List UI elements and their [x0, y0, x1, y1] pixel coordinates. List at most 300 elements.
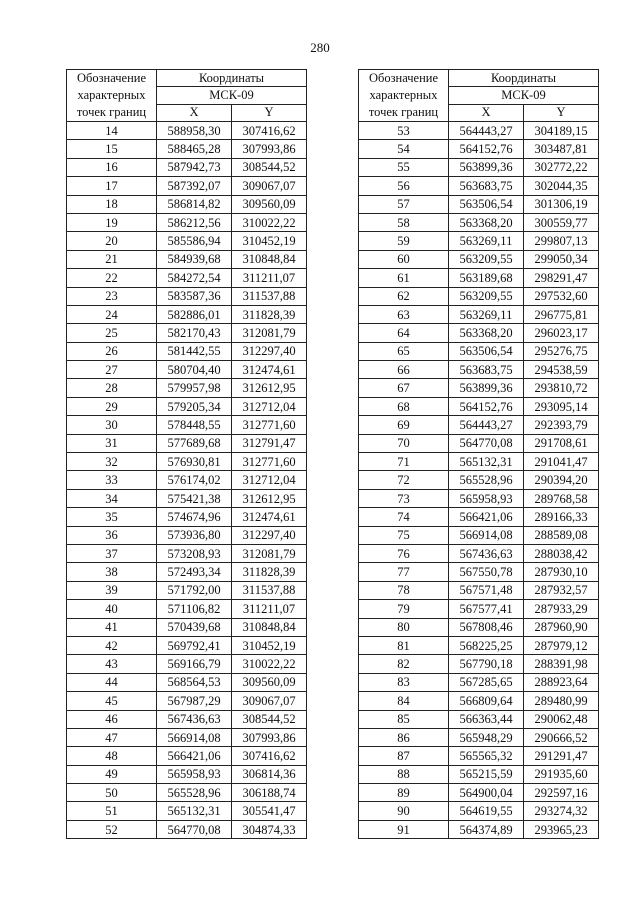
table-row — [359, 122, 599, 140]
y-coordinate-cell: 290062,48 — [524, 710, 599, 728]
y-coordinate-cell: 293965,23 — [524, 820, 599, 838]
x-coordinate-cell: 568225,25 — [449, 636, 524, 654]
x-coordinate-cell: 565528,96 — [449, 471, 524, 489]
point-number-cell: 54 — [359, 140, 449, 158]
table-row — [67, 692, 307, 710]
table-row — [359, 213, 599, 231]
point-number-cell: 75 — [359, 526, 449, 544]
point-number-cell: 81 — [359, 636, 449, 654]
y-coordinate-cell: 308544,52 — [232, 710, 307, 728]
point-number-cell: 18 — [67, 195, 157, 213]
point-number-cell: 52 — [67, 820, 157, 838]
x-coordinate-cell: 564443,27 — [449, 416, 524, 434]
x-coordinate-cell: 563269,11 — [449, 232, 524, 250]
x-coordinate-cell: 566914,08 — [449, 526, 524, 544]
x-coordinate-cell: 565948,29 — [449, 728, 524, 746]
table-row — [359, 747, 599, 765]
x-coordinate-cell: 582886,01 — [157, 305, 232, 323]
table-row — [359, 416, 599, 434]
table-row — [359, 784, 599, 802]
x-coordinate-cell: 571106,82 — [157, 600, 232, 618]
table-row — [359, 673, 599, 691]
table-row — [359, 471, 599, 489]
table-row — [359, 581, 599, 599]
table-row — [359, 526, 599, 544]
y-coordinate-cell: 293095,14 — [524, 397, 599, 415]
x-coordinate-cell: 579205,34 — [157, 397, 232, 415]
table-row — [359, 489, 599, 507]
header-coordinates-line-2: МСК-09 — [157, 87, 307, 104]
y-coordinate-cell: 302772,22 — [524, 158, 599, 176]
point-number-cell: 72 — [359, 471, 449, 489]
table-row — [359, 158, 599, 176]
x-coordinate-cell: 588465,28 — [157, 140, 232, 158]
table-row — [359, 140, 599, 158]
table-row — [359, 765, 599, 783]
point-number-cell: 64 — [359, 324, 449, 342]
x-coordinate-cell: 587942,73 — [157, 158, 232, 176]
y-coordinate-cell: 310022,22 — [232, 655, 307, 673]
point-number-cell: 67 — [359, 379, 449, 397]
x-coordinate-cell: 563368,20 — [449, 213, 524, 231]
x-coordinate-cell: 588958,30 — [157, 122, 232, 140]
coordinates-table-right — [358, 69, 599, 839]
table-row — [67, 158, 307, 176]
table-row — [359, 324, 599, 342]
point-number-cell: 30 — [67, 416, 157, 434]
y-coordinate-cell: 300559,77 — [524, 213, 599, 231]
y-coordinate-cell: 299807,13 — [524, 232, 599, 250]
x-coordinate-cell: 563683,75 — [449, 361, 524, 379]
x-coordinate-cell: 585586,94 — [157, 232, 232, 250]
table-row — [67, 379, 307, 397]
table-row — [359, 636, 599, 654]
table-row — [67, 471, 307, 489]
table-row — [359, 820, 599, 838]
y-coordinate-cell: 302044,35 — [524, 177, 599, 195]
y-coordinate-cell: 290394,20 — [524, 471, 599, 489]
x-coordinate-cell: 571792,00 — [157, 581, 232, 599]
point-number-cell: 55 — [359, 158, 449, 176]
y-coordinate-cell: 294538,59 — [524, 361, 599, 379]
point-number-cell: 58 — [359, 213, 449, 231]
table-row — [67, 636, 307, 654]
table-row — [67, 453, 307, 471]
point-number-cell: 57 — [359, 195, 449, 213]
y-coordinate-cell: 310848,84 — [232, 618, 307, 636]
x-coordinate-cell: 567577,41 — [449, 600, 524, 618]
point-number-cell: 65 — [359, 342, 449, 360]
point-number-cell: 89 — [359, 784, 449, 802]
point-number-cell: 25 — [67, 324, 157, 342]
table-row — [359, 269, 599, 287]
point-number-cell: 34 — [67, 489, 157, 507]
table-row — [67, 416, 307, 434]
point-number-cell: 71 — [359, 453, 449, 471]
y-coordinate-cell: 291935,60 — [524, 765, 599, 783]
x-coordinate-cell: 565132,31 — [449, 453, 524, 471]
x-coordinate-cell: 567808,46 — [449, 618, 524, 636]
x-coordinate-cell: 564152,76 — [449, 397, 524, 415]
point-number-cell: 90 — [359, 802, 449, 820]
x-coordinate-cell: 563506,54 — [449, 195, 524, 213]
y-coordinate-cell: 311211,07 — [232, 269, 307, 287]
y-coordinate-cell: 292597,16 — [524, 784, 599, 802]
table-row — [67, 802, 307, 820]
table-row — [67, 195, 307, 213]
table-row — [67, 820, 307, 838]
y-coordinate-cell: 287930,10 — [524, 563, 599, 581]
y-coordinate-cell: 310452,19 — [232, 636, 307, 654]
point-number-cell: 47 — [67, 728, 157, 746]
y-coordinate-cell: 311537,88 — [232, 581, 307, 599]
table-row — [359, 232, 599, 250]
table-row — [67, 269, 307, 287]
x-coordinate-cell: 578448,55 — [157, 416, 232, 434]
table-row — [67, 600, 307, 618]
point-number-cell: 63 — [359, 305, 449, 323]
y-coordinate-cell: 312771,60 — [232, 453, 307, 471]
header-y: Y — [524, 104, 599, 121]
table-row — [359, 361, 599, 379]
x-coordinate-cell: 570439,68 — [157, 618, 232, 636]
y-coordinate-cell: 311211,07 — [232, 600, 307, 618]
point-number-cell: 76 — [359, 544, 449, 562]
point-number-cell: 27 — [67, 361, 157, 379]
x-coordinate-cell: 564374,89 — [449, 820, 524, 838]
table-row — [359, 563, 599, 581]
point-number-cell: 31 — [67, 434, 157, 452]
y-coordinate-cell: 312612,95 — [232, 489, 307, 507]
point-number-cell: 39 — [67, 581, 157, 599]
header-coordinates-line-1: Координаты — [449, 70, 599, 87]
y-coordinate-cell: 306814,36 — [232, 765, 307, 783]
y-coordinate-cell: 312081,79 — [232, 324, 307, 342]
table-row — [359, 544, 599, 562]
x-coordinate-cell: 576174,02 — [157, 471, 232, 489]
point-number-cell: 38 — [67, 563, 157, 581]
header-point-line-1: Обозначение — [368, 71, 439, 85]
x-coordinate-cell: 564619,55 — [449, 802, 524, 820]
table-row — [67, 544, 307, 562]
header-coordinates-line-1: Координаты — [157, 70, 307, 87]
table-row — [67, 250, 307, 268]
table-row — [67, 563, 307, 581]
x-coordinate-cell: 584939,68 — [157, 250, 232, 268]
y-coordinate-cell: 310848,84 — [232, 250, 307, 268]
point-number-cell: 29 — [67, 397, 157, 415]
point-number-cell: 41 — [67, 618, 157, 636]
header-point-line-3: точек границ — [76, 105, 147, 119]
x-coordinate-cell: 572493,34 — [157, 563, 232, 581]
point-number-cell: 87 — [359, 747, 449, 765]
y-coordinate-cell: 289166,33 — [524, 508, 599, 526]
point-number-cell: 32 — [67, 453, 157, 471]
x-coordinate-cell: 563189,68 — [449, 269, 524, 287]
point-number-cell: 20 — [67, 232, 157, 250]
x-coordinate-cell: 568564,53 — [157, 673, 232, 691]
table-row — [359, 434, 599, 452]
point-number-cell: 19 — [67, 213, 157, 231]
table-row — [67, 655, 307, 673]
table-row — [359, 397, 599, 415]
x-coordinate-cell: 567436,63 — [157, 710, 232, 728]
x-coordinate-cell: 563269,11 — [449, 305, 524, 323]
y-coordinate-cell: 312771,60 — [232, 416, 307, 434]
header-coordinates-line-2: МСК-09 — [449, 87, 599, 104]
x-coordinate-cell: 574674,96 — [157, 508, 232, 526]
y-coordinate-cell: 307993,86 — [232, 728, 307, 746]
table-row — [359, 287, 599, 305]
coordinates-table-left — [66, 69, 307, 839]
y-coordinate-cell: 312474,61 — [232, 361, 307, 379]
header-x: X — [449, 104, 524, 121]
y-coordinate-cell: 312297,40 — [232, 526, 307, 544]
x-coordinate-cell: 575421,38 — [157, 489, 232, 507]
x-coordinate-cell: 567987,29 — [157, 692, 232, 710]
table-row — [359, 453, 599, 471]
x-coordinate-cell: 586212,56 — [157, 213, 232, 231]
y-coordinate-cell: 296775,81 — [524, 305, 599, 323]
table-row — [359, 250, 599, 268]
x-coordinate-cell: 573936,80 — [157, 526, 232, 544]
x-coordinate-cell: 563368,20 — [449, 324, 524, 342]
point-number-cell: 51 — [67, 802, 157, 820]
point-number-cell: 23 — [67, 287, 157, 305]
x-coordinate-cell: 563683,75 — [449, 177, 524, 195]
x-coordinate-cell: 584272,54 — [157, 269, 232, 287]
point-number-cell: 53 — [359, 122, 449, 140]
y-coordinate-cell: 309067,07 — [232, 177, 307, 195]
table-row — [67, 765, 307, 783]
table-row — [67, 122, 307, 140]
x-coordinate-cell: 563506,54 — [449, 342, 524, 360]
table-row — [67, 710, 307, 728]
y-coordinate-cell: 312612,95 — [232, 379, 307, 397]
table-row — [67, 213, 307, 231]
x-coordinate-cell: 582170,43 — [157, 324, 232, 342]
header-point-line-2: характерных — [369, 88, 438, 102]
x-coordinate-cell: 563209,55 — [449, 287, 524, 305]
x-coordinate-cell: 565215,59 — [449, 765, 524, 783]
table-row — [67, 526, 307, 544]
y-coordinate-cell: 287979,12 — [524, 636, 599, 654]
x-coordinate-cell: 565528,96 — [157, 784, 232, 802]
x-coordinate-cell: 565565,32 — [449, 747, 524, 765]
header-point-designation — [67, 70, 157, 122]
y-coordinate-cell: 292393,79 — [524, 416, 599, 434]
point-number-cell: 61 — [359, 269, 449, 287]
point-number-cell: 85 — [359, 710, 449, 728]
point-number-cell: 84 — [359, 692, 449, 710]
y-coordinate-cell: 295276,75 — [524, 342, 599, 360]
point-number-cell: 70 — [359, 434, 449, 452]
y-coordinate-cell: 306188,74 — [232, 784, 307, 802]
x-coordinate-cell: 565958,93 — [157, 765, 232, 783]
point-number-cell: 50 — [67, 784, 157, 802]
x-coordinate-cell: 566809,64 — [449, 692, 524, 710]
table-row — [359, 508, 599, 526]
y-coordinate-cell: 288391,98 — [524, 655, 599, 673]
x-coordinate-cell: 563209,55 — [449, 250, 524, 268]
table-row — [67, 618, 307, 636]
point-number-cell: 66 — [359, 361, 449, 379]
y-coordinate-cell: 307993,86 — [232, 140, 307, 158]
y-coordinate-cell: 288038,42 — [524, 544, 599, 562]
point-number-cell: 49 — [67, 765, 157, 783]
point-number-cell: 42 — [67, 636, 157, 654]
point-number-cell: 14 — [67, 122, 157, 140]
point-number-cell: 86 — [359, 728, 449, 746]
y-coordinate-cell: 287932,57 — [524, 581, 599, 599]
header-point-line-3: точек границ — [368, 105, 439, 119]
table-row — [359, 692, 599, 710]
table-row — [359, 618, 599, 636]
table-row — [67, 581, 307, 599]
x-coordinate-cell: 565958,93 — [449, 489, 524, 507]
y-coordinate-cell: 312712,04 — [232, 471, 307, 489]
x-coordinate-cell: 567550,78 — [449, 563, 524, 581]
y-coordinate-cell: 312791,47 — [232, 434, 307, 452]
header-point-designation — [359, 70, 449, 122]
y-coordinate-cell: 312474,61 — [232, 508, 307, 526]
point-number-cell: 16 — [67, 158, 157, 176]
y-coordinate-cell: 311828,39 — [232, 305, 307, 323]
x-coordinate-cell: 567790,18 — [449, 655, 524, 673]
y-coordinate-cell: 299050,34 — [524, 250, 599, 268]
point-number-cell: 37 — [67, 544, 157, 562]
point-number-cell: 79 — [359, 600, 449, 618]
table-row — [67, 232, 307, 250]
header-point-line-1: Обозначение — [76, 71, 147, 85]
y-coordinate-cell: 301306,19 — [524, 195, 599, 213]
y-coordinate-cell: 293810,72 — [524, 379, 599, 397]
x-coordinate-cell: 564443,27 — [449, 122, 524, 140]
y-coordinate-cell: 287933,29 — [524, 600, 599, 618]
x-coordinate-cell: 579957,98 — [157, 379, 232, 397]
x-coordinate-cell: 566363,44 — [449, 710, 524, 728]
x-coordinate-cell: 587392,07 — [157, 177, 232, 195]
y-coordinate-cell: 296023,17 — [524, 324, 599, 342]
y-coordinate-cell: 312712,04 — [232, 397, 307, 415]
y-coordinate-cell: 311537,88 — [232, 287, 307, 305]
point-number-cell: 56 — [359, 177, 449, 195]
x-coordinate-cell: 567285,65 — [449, 673, 524, 691]
point-number-cell: 40 — [67, 600, 157, 618]
y-coordinate-cell: 291708,61 — [524, 434, 599, 452]
point-number-cell: 88 — [359, 765, 449, 783]
point-number-cell: 62 — [359, 287, 449, 305]
point-number-cell: 82 — [359, 655, 449, 673]
x-coordinate-cell: 563899,36 — [449, 158, 524, 176]
point-number-cell: 36 — [67, 526, 157, 544]
table-row — [359, 379, 599, 397]
table-row — [67, 177, 307, 195]
table-row — [359, 177, 599, 195]
table-row — [359, 728, 599, 746]
point-number-cell: 46 — [67, 710, 157, 728]
x-coordinate-cell: 581442,55 — [157, 342, 232, 360]
y-coordinate-cell: 289480,99 — [524, 692, 599, 710]
x-coordinate-cell: 569792,41 — [157, 636, 232, 654]
table-row — [67, 140, 307, 158]
header-y: Y — [232, 104, 307, 121]
table-row — [359, 710, 599, 728]
point-number-cell: 91 — [359, 820, 449, 838]
y-coordinate-cell: 288589,08 — [524, 526, 599, 544]
table-row — [359, 195, 599, 213]
y-coordinate-cell: 311828,39 — [232, 563, 307, 581]
table-row — [359, 342, 599, 360]
point-number-cell: 15 — [67, 140, 157, 158]
table-row — [67, 508, 307, 526]
table-row — [67, 434, 307, 452]
point-number-cell: 48 — [67, 747, 157, 765]
x-coordinate-cell: 564770,08 — [449, 434, 524, 452]
x-coordinate-cell: 569166,79 — [157, 655, 232, 673]
y-coordinate-cell: 288923,64 — [524, 673, 599, 691]
y-coordinate-cell: 312297,40 — [232, 342, 307, 360]
point-number-cell: 22 — [67, 269, 157, 287]
point-number-cell: 44 — [67, 673, 157, 691]
x-coordinate-cell: 566421,06 — [157, 747, 232, 765]
table-row — [359, 802, 599, 820]
point-number-cell: 60 — [359, 250, 449, 268]
x-coordinate-cell: 577689,68 — [157, 434, 232, 452]
y-coordinate-cell: 298291,47 — [524, 269, 599, 287]
point-number-cell: 17 — [67, 177, 157, 195]
table-row — [359, 655, 599, 673]
point-number-cell: 83 — [359, 673, 449, 691]
table-row — [67, 324, 307, 342]
y-coordinate-cell: 309560,09 — [232, 673, 307, 691]
x-coordinate-cell: 566914,08 — [157, 728, 232, 746]
y-coordinate-cell: 291041,47 — [524, 453, 599, 471]
table-row — [359, 600, 599, 618]
table-row — [67, 342, 307, 360]
point-number-cell: 78 — [359, 581, 449, 599]
y-coordinate-cell: 293274,32 — [524, 802, 599, 820]
point-number-cell: 59 — [359, 232, 449, 250]
x-coordinate-cell: 567571,48 — [449, 581, 524, 599]
table-row — [67, 305, 307, 323]
point-number-cell: 74 — [359, 508, 449, 526]
point-number-cell: 21 — [67, 250, 157, 268]
table-row — [67, 489, 307, 507]
header-x: X — [157, 104, 232, 121]
y-coordinate-cell: 309067,07 — [232, 692, 307, 710]
x-coordinate-cell: 583587,36 — [157, 287, 232, 305]
table-row — [67, 287, 307, 305]
x-coordinate-cell: 573208,93 — [157, 544, 232, 562]
x-coordinate-cell: 586814,82 — [157, 195, 232, 213]
point-number-cell: 68 — [359, 397, 449, 415]
point-number-cell: 69 — [359, 416, 449, 434]
point-number-cell: 43 — [67, 655, 157, 673]
y-coordinate-cell: 291291,47 — [524, 747, 599, 765]
y-coordinate-cell: 290666,52 — [524, 728, 599, 746]
x-coordinate-cell: 565132,31 — [157, 802, 232, 820]
x-coordinate-cell: 576930,81 — [157, 453, 232, 471]
y-coordinate-cell: 307416,62 — [232, 122, 307, 140]
point-number-cell: 45 — [67, 692, 157, 710]
table-row — [67, 728, 307, 746]
table-row — [67, 361, 307, 379]
y-coordinate-cell: 309560,09 — [232, 195, 307, 213]
y-coordinate-cell: 304189,15 — [524, 122, 599, 140]
point-number-cell: 80 — [359, 618, 449, 636]
page-number: 280 — [310, 40, 330, 55]
